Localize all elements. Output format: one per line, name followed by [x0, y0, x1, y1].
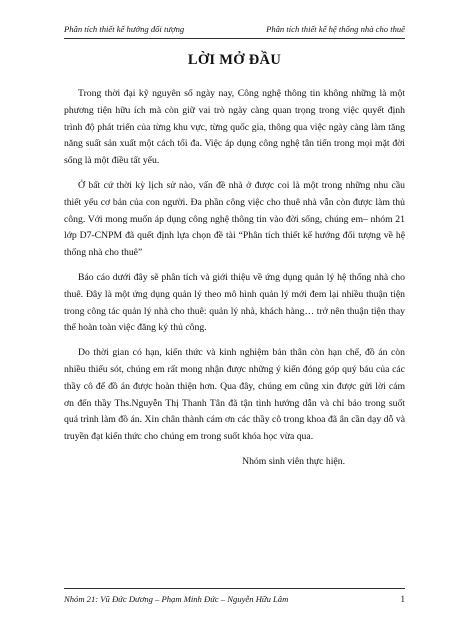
header-course-title: Phân tích thiết kế hướng đối tượng [64, 24, 185, 34]
document-body [64, 86, 405, 479]
signature: Nhóm sinh viên thực hiện. [242, 455, 345, 467]
footer-divider [64, 588, 405, 589]
header-divider [64, 38, 405, 39]
page-number: 1 [400, 594, 405, 604]
paragraph: Báo cáo dưới đây sẽ phân tích và giới thiệu về ứng dụng quản lý hệ thống nhà cho thuê. Đây là một ứng dụng quản lý theo mô hình quản lý mới đem lại nhiều thuận tiện trong công tác quản lý nhà cho thuê: quản lý nhà, khách hàng… trở nên thuận tiện thay thế hoàn toàn việc đăng ký thủ công. [64, 271, 405, 334]
page-title: LỜI MỞ ĐẦU [187, 52, 282, 68]
paragraph: Ở bất cứ thời kỳ lịch sử nào, vấn đề nhà ở được coi là một trong những nhu cầu thiết yếu cơ bản của con người. Đa phần công việc cho thuê nhà vẫn còn được làm thủ công. Với mong muốn áp dụng công nghệ thông tin vào đời sống, chúng em– nhóm 21 lớp D7-CNPM đã quết định lựa chọn đề tài “Phân tích thiết kế hướng đối tượng về hệ thống nhà cho thuê” [64, 179, 405, 259]
paragraph: Do thời gian có hạn, kiến thức và kinh nghiệm bản thân còn hạn chế, đồ án còn nhiều thiếu sót, chúng em rất mong nhận được những ý kiến đóng góp quý báu của các thầy cô để đồ án được hoàn thiện hơn. Qua đây, chúng em cũng xin được gửi lời cám ơn đến thầy Ths.Nguyễn Thị Thanh Tân đã tận tình hướng dẫn và chỉ bảo trong suốt quá trình làm đồ án. Xin chân thành cám ơn các thầy cô trong khoa đã ân cần dạy dỗ và truyền đạt kiến thức cho chúng em trong suốt khóa học vừa qua. [64, 347, 405, 443]
paragraph: Trong thời đại kỹ nguyên số ngày nay, Công nghệ thông tin không những là một phương tiện hữu ích mà còn giữ vai trò ngày càng quan trọng trong việc quyết định trình độ phát triển của từng khu vực, từng quốc gia, thông qua việc ngày càng làm tăng năng suất sản xuất một cách tối đa. Việc áp dụng công nghệ tân tiến trong mọi mặt đời sống là một điều tất yếu. [64, 88, 405, 167]
header-project-title: Phân tích thiết kế hệ thống nhà cho thuê [266, 24, 405, 34]
footer-authors: Nhóm 21: Vũ Đức Dương – Phạm Minh Đức – Nguyễn Hữu Lâm [64, 594, 289, 604]
page-footer [64, 594, 405, 608]
